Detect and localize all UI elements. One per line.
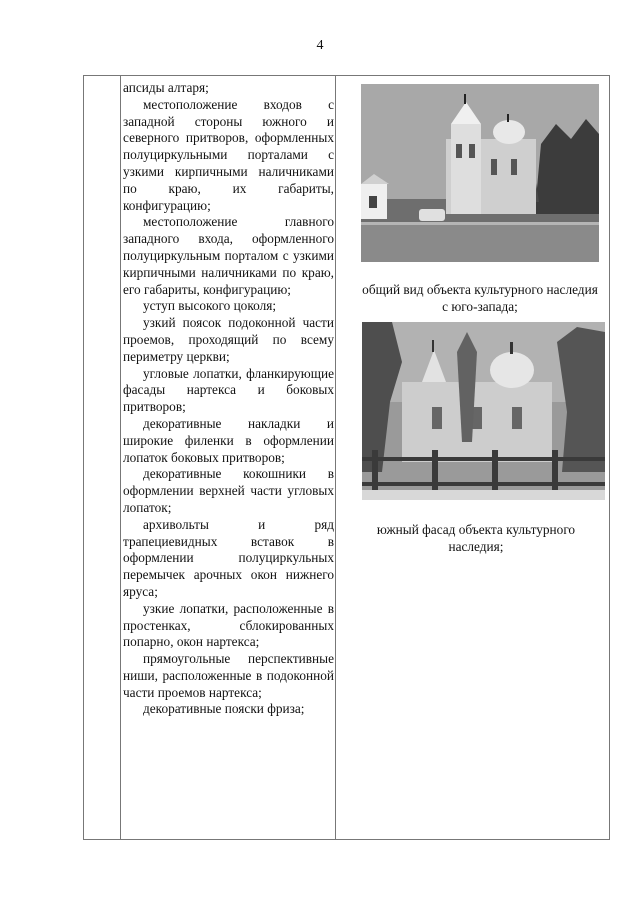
list-item: декоративные накладки и широкие филенки в оформлении лопаток боковых притворов;	[123, 415, 334, 465]
list-item: местоположение главного западного входа, оформленного полуциркульным порталом с узкими кирпичными наличниками по краю, его габариты, конфигурацию;	[123, 214, 334, 297]
list-item: местоположение входов с западной стороны южного и северного притворов, оформленных полуциркульными порталами с узкими кирпичными наличниками по краю, их габариты, конфигурацию;	[123, 96, 334, 213]
list-item: узкие лопатки, расположенные в простенках, сблокированных попарно, окон нартекса;	[123, 600, 334, 650]
column-divider-1	[120, 76, 121, 839]
photo-south-facade	[362, 322, 605, 500]
list-item: декоративные кокошники в оформлении верхней части угловых лопаток;	[123, 466, 334, 515]
page-number: 4	[316, 38, 324, 53]
photo-caption-2: южный фасад объекта культурного наследия;	[376, 522, 576, 554]
heritage-table	[83, 75, 610, 840]
list-item: апсиды алтаря;	[123, 80, 209, 95]
list-item: прямоугольные перспективные ниши, расположенные в подоконной части проемов нартекса;	[123, 651, 334, 700]
list-item: узкий поясок подоконной части проемов, проходящий по всему периметру церкви;	[123, 315, 334, 364]
elements-list	[123, 80, 334, 718]
list-item: архивольты и ряд трапециевидных вставок в оформлении полуциркульных перемычек арочных окон нижнего яруса;	[123, 516, 334, 599]
photo-caption-1: общий вид объекта культурного наследия с юго-запада;	[362, 282, 598, 314]
list-item: угловые лопатки, фланкирующие фасады нартекса и боковых притворов;	[123, 365, 334, 415]
list-item: декоративные пояски фриза;	[143, 701, 305, 717]
column-divider-2	[335, 76, 336, 839]
photo-southwest-view	[361, 84, 599, 262]
list-item: уступ высокого цоколя;	[143, 298, 277, 314]
